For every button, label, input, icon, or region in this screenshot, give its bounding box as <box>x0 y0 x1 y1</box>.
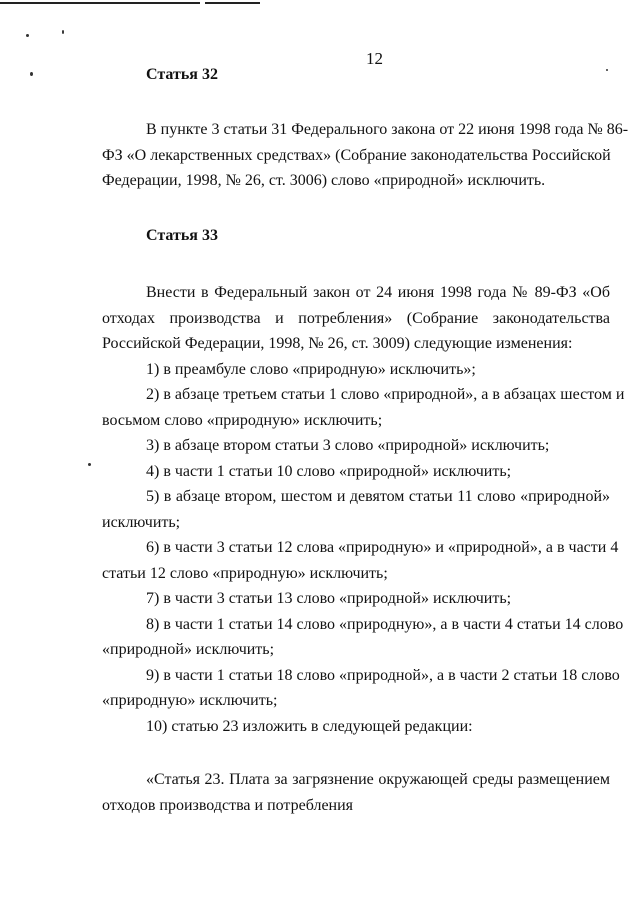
list-item-cont: статьи 12 слово «природную» исключить; <box>102 564 388 582</box>
list-item-cont: восьмом слово «природную» исключить; <box>102 411 383 429</box>
text-line: В пункте 3 статьи 31 Федерального закона от 22 июня 1998 года № 86- <box>146 121 629 138</box>
text-line: Федерации, 1998, № 26, ст. 3006) слово «природной» исключить. <box>102 172 546 189</box>
page-number: 12 <box>366 49 383 68</box>
list-item-cont: «природной» исключить; <box>102 641 275 658</box>
scan-speck <box>606 69 608 71</box>
article-33-heading: Статья 33 <box>146 227 218 244</box>
list-item: 4) в части 1 статьи 10 слово «природной» исключить; <box>146 462 512 480</box>
scan-speck <box>26 34 29 37</box>
scan-artifact-line <box>205 2 260 4</box>
text-line: отходов производства и потребления <box>102 796 354 814</box>
article-32-heading: Статья 32 <box>146 66 218 83</box>
article-32-paragraph <box>102 117 629 194</box>
list-item: 7) в части 3 статьи 13 слово «природной» исключить; <box>146 590 512 607</box>
list-item: 5) в абзаце втором, шестом и девятом статьи 11 слово «природной» <box>146 488 610 505</box>
scan-speck <box>88 463 91 466</box>
list-item: 8) в части 1 статьи 14 слово «природную», а в части 4 статьи 14 слово <box>146 615 624 633</box>
list-item: 10) статью 23 изложить в следующей редакции: <box>146 717 473 735</box>
text-line: Внести в Федеральный закон от 24 июня 1998 года № 89-ФЗ «Об <box>146 284 610 301</box>
list-item: 3) в абзаце втором статьи 3 слово «природной» исключить; <box>146 437 550 454</box>
list-item-cont: исключить; <box>102 513 181 531</box>
article-33-intro <box>102 280 625 739</box>
list-item: 1) в преамбуле слово «природную» исключить»; <box>146 360 476 378</box>
text-line: отходах производства и потребления» (Собрание законодательства <box>102 309 610 327</box>
scan-speck <box>30 72 33 76</box>
text-line: Российской Федерации, 1998, № 26, ст. 3009) следующие изменения: <box>102 335 573 352</box>
list-item: 9) в части 1 статьи 18 слово «природной», а в части 2 статьи 18 слово <box>146 666 620 684</box>
text-line: «Статья 23. Плата за загрязнение окружающей среды размещением <box>146 771 610 788</box>
scan-artifact-line <box>0 2 200 4</box>
list-item: 2) в абзаце третьем статьи 1 слово «природной», а в абзацах шестом и <box>146 386 625 403</box>
list-item: 6) в части 3 статьи 12 слова «природную» и «природной», а в части 4 <box>146 539 619 556</box>
list-item-cont: «природную» исключить; <box>102 692 278 709</box>
text-line: ФЗ «О лекарственных средствах» (Собрание законодательства Российской <box>102 146 611 164</box>
scan-speck <box>62 30 64 34</box>
article-23-quote <box>102 767 610 818</box>
